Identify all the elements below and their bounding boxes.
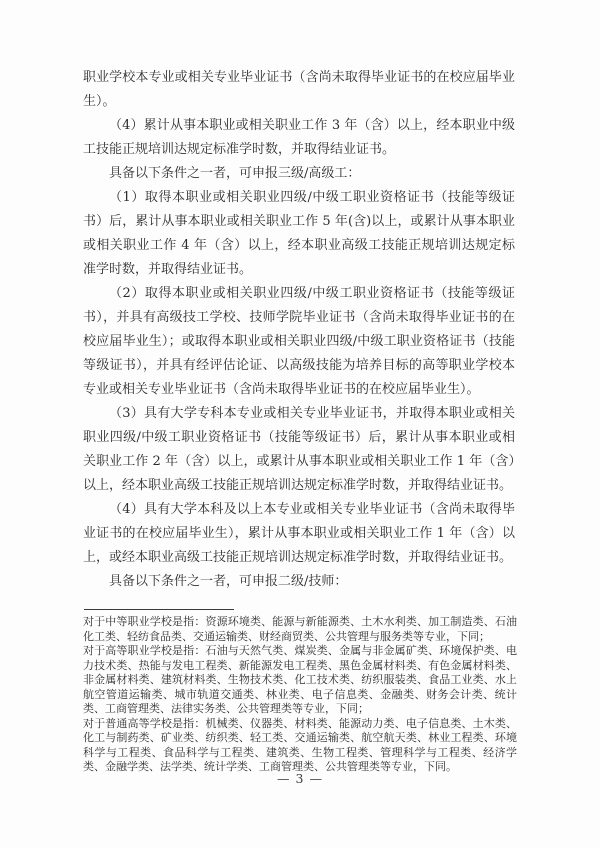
body-paragraph-item-1: （1）取得本职业或相关职业四级/中级工职业资格证书（技能等级证书）后，累计从事本职业或相关职业工作 5 年(含)以上，或累计从事本职业或相关职业工作 4 年（含）以上，经本职业高级工技能正规培训达规定标准学时数，并取得结业证书。 [83,190,515,277]
footnote-separator [84,609,234,610]
body-paragraph-item-2: （2）取得本职业或相关职业四级/中级工职业资格证书（技能等级证书），并具有高级技工学校、技师学院毕业证书（含尚未取得毕业证书的在校应届毕业生）；或取得本职业或相关职业四级/中级工职业资格证书（技能等级证书），并具有经评估论证、以高级技能为培养目标的高等职业学校本专业或相关专业毕业证书（含尚未取得毕业证书的在校应届毕业生）。 [83,286,515,397]
page-number: — 3 — [277,771,323,786]
body-paragraph-item-4: （4）具有大学本科及以上本专业或相关专业毕业证书（含尚未取得毕业证书的在校应届毕业生），累计从事本职业或相关职业工作 1 年（含）以上，或经本职业高级工技能正规培训达规定标准学时数，并取得结业证书。 [83,502,515,565]
footnote-higher-vocational-schools: 对于高等职业学校是指：石油与天然气类、煤炭类、金属与非金属矿类、环境保护类、电力技术类、热能与发电工程类、新能源发电工程类、黑色金属材料类、有色金属材料类、非金属材料类、建筑材料类、生物技术类、化工技术类、纺织服装类、食品工业类、水上航空管道运输类、城市轨道交通类、林业类、电子信息类、金融类、财务会计类、统计类、工商管理类、法律实务类、公共管理类等专业，下同； [83,644,517,715]
body-paragraph-continuation: 职业学校本专业或相关专业毕业证书（含尚未取得毕业证书的在校应届毕业生）。 [83,70,515,109]
body-heading-technician: 具备以下条件之一者，可申报二级/技师： [109,574,348,589]
footnote-regular-higher-schools: 对于普通高等学校是指：机械类、仪器类、材料类、能源动力类、电子信息类、土木类、化工与制药类、矿业类、纺织类、轻工类、交通运输类、航空航天类、林业工程类、环境科学与工程类、食品科学与工程类、建筑类、生物工程类、管理科学与工程类、经济学类、金融学类、法学类、统计学类、工商管理类、公共管理类等专业，下同。 [83,716,517,773]
footnote-secondary-vocational-schools: 对于中等职业学校是指：资源环境类、能源与新能源类、土木水利类、加工制造类、石油化工类、轻纺食品类、交通运输类、财经商贸类、公共管理与服务类等专业，下同； [83,615,517,643]
body-heading-senior-worker: 具备以下条件之一者，可申报三级/高级工： [109,166,361,181]
body-text [83,66,515,594]
footnotes [83,615,517,775]
body-paragraph-item-3: （3）具有大学专科本专业或相关专业毕业证书，并取得本职业或相关职业四级/中级工职业资格证书（技能等级证书）后，累计从事本职业或相关职业工作 2 年（含）以上，或累计从事本职业或相关职业工作 1 年（含）以上，经本职业高级工技能正规培训达规定标准学时数，并取得结业证书。 [83,406,515,493]
body-paragraph-item-4-middle: （4）累计从事本职业或相关职业工作 3 年（含）以上，经本职业中级工技能正规培训达规定标准学时数，并取得结业证书。 [83,118,515,157]
